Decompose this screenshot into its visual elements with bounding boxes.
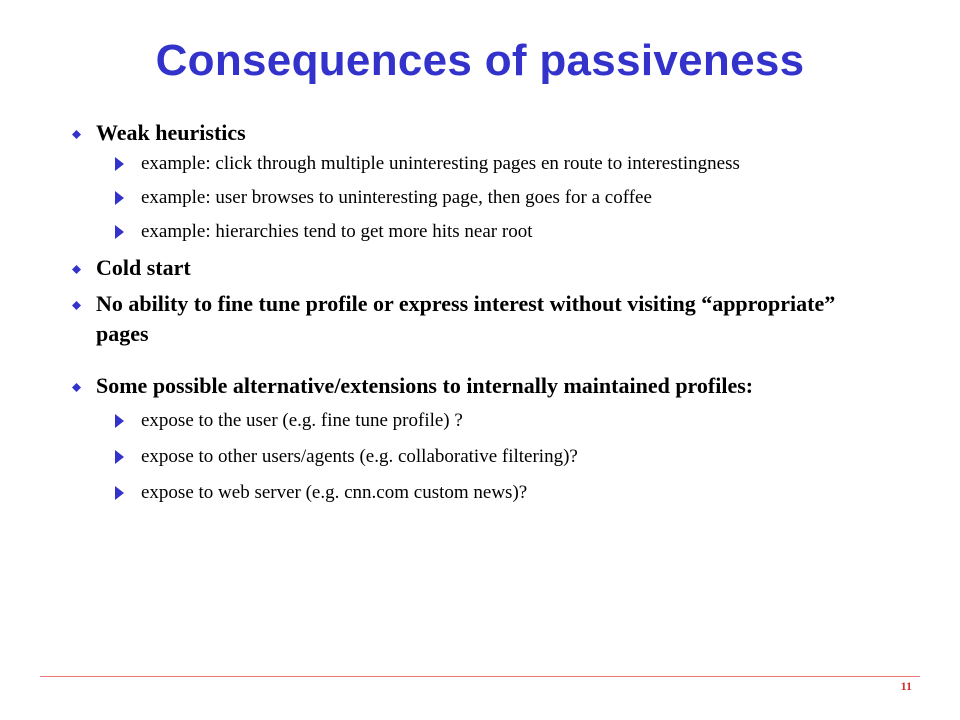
bullet-text: Weak heuristics [96, 120, 246, 145]
slide-title: Consequences of passiveness [155, 36, 805, 85]
triangle-bullet-icon [115, 414, 124, 428]
triangle-bullet-icon [115, 191, 124, 205]
sub-bullet-text: example: click through multiple uninteresting pages en route to interestingness [141, 153, 740, 174]
triangle-bullet-icon [115, 450, 124, 464]
sub-bullet-item [72, 220, 892, 244]
sub-bullet-item [72, 152, 892, 176]
diamond-bullet-icon [72, 130, 81, 139]
sub-bullet-text: example: user browses to uninteresting page, then goes for a coffee [141, 187, 652, 208]
bullet-item [72, 253, 892, 283]
bullet-item [72, 371, 892, 401]
footer-rule [40, 676, 920, 677]
bullet-text: No ability to fine tune profile or express interest without visiting “appropriate” pages [96, 291, 836, 346]
sub-bullet-text: example: hierarchies tend to get more hits near root [141, 221, 533, 242]
bullet-text: Some possible alternative/extensions to internally maintained profiles: [96, 373, 754, 398]
sub-bullet-item [72, 445, 892, 469]
sub-bullet-text: expose to web server (e.g. cnn.com custom news)? [141, 482, 528, 503]
sub-bullet-item [72, 481, 892, 505]
sub-bullet-text: expose to the user (e.g. fine tune profile) ? [141, 410, 463, 431]
page-number: 11 [900, 679, 912, 693]
diamond-bullet-icon [72, 265, 81, 274]
sub-bullet-text: expose to other users/agents (e.g. collaborative filtering)? [141, 446, 578, 467]
triangle-bullet-icon [115, 157, 124, 171]
diamond-bullet-icon [72, 301, 81, 310]
bullet-text: Cold start [96, 255, 191, 280]
bullet-item [72, 289, 892, 349]
bullet-item [72, 118, 892, 148]
sub-bullet-item [72, 409, 892, 433]
sub-bullet-item [72, 186, 892, 210]
bullet-list [72, 118, 892, 505]
triangle-bullet-icon [115, 225, 124, 239]
diamond-bullet-icon [72, 383, 81, 392]
triangle-bullet-icon [115, 486, 124, 500]
